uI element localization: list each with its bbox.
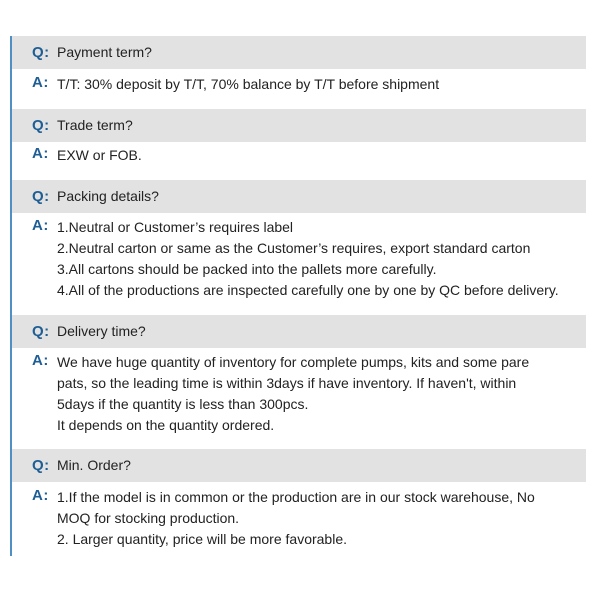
answer-line: MOQ for stocking production.	[57, 510, 240, 526]
answer-text	[57, 145, 600, 166]
faq-question-row-delivery	[12, 315, 586, 348]
question-text: Payment term?	[57, 44, 152, 60]
answer-line: T/T: 30% deposit by T/T, 70% balance by T/T before shipment	[57, 76, 440, 92]
answer-line: EXW or FOB.	[57, 147, 142, 163]
question-label: Q:	[32, 323, 50, 340]
answer-text	[57, 74, 600, 95]
answer-line: 2.Neutral carton or same as the Customer’s requires, export standard carton	[57, 240, 531, 256]
answer-label: A:	[32, 217, 49, 234]
answer-line: 2. Larger quantity, price will be more favorable.	[57, 531, 347, 547]
answer-line: 5days if the quantity is less than 300pcs.	[57, 396, 309, 412]
answer-line: pats, so the leading time is within 3days if have inventory. If haven't, within	[57, 375, 517, 391]
answer-line: We have huge quantity of inventory for complete pumps, kits and some pare	[57, 354, 530, 370]
answer-line: 1.Neutral or Customer’s requires label	[57, 219, 294, 235]
question-label: Q:	[32, 44, 50, 61]
question-text: Min. Order?	[57, 457, 131, 473]
question-text: Delivery time?	[57, 323, 146, 339]
answer-line: 4.All of the productions are inspected carefully one by one by QC before delivery.	[57, 282, 559, 298]
answer-label: A:	[32, 487, 49, 504]
question-label: Q:	[32, 117, 50, 134]
question-label: Q:	[32, 188, 50, 205]
answer-label: A:	[32, 74, 49, 91]
faq-question-row-packing	[12, 180, 586, 213]
faq-question-row-trade	[12, 109, 586, 142]
answer-text	[57, 487, 600, 550]
answer-line: 3.All cartons should be packed into the pallets more carefully.	[57, 261, 437, 277]
answer-label: A:	[32, 352, 49, 369]
answer-line: It depends on the quantity ordered.	[57, 417, 275, 433]
answer-line: 1.If the model is in common or the production are in our stock warehouse, No	[57, 489, 535, 505]
faq-question-row-payment	[12, 36, 586, 69]
faq-question-row-min-order	[12, 449, 586, 482]
answer-text	[57, 217, 600, 301]
question-text: Packing details?	[57, 188, 159, 204]
answer-label: A:	[32, 145, 49, 162]
question-label: Q:	[32, 457, 50, 474]
question-text: Trade term?	[57, 117, 133, 133]
answer-text	[57, 352, 600, 436]
